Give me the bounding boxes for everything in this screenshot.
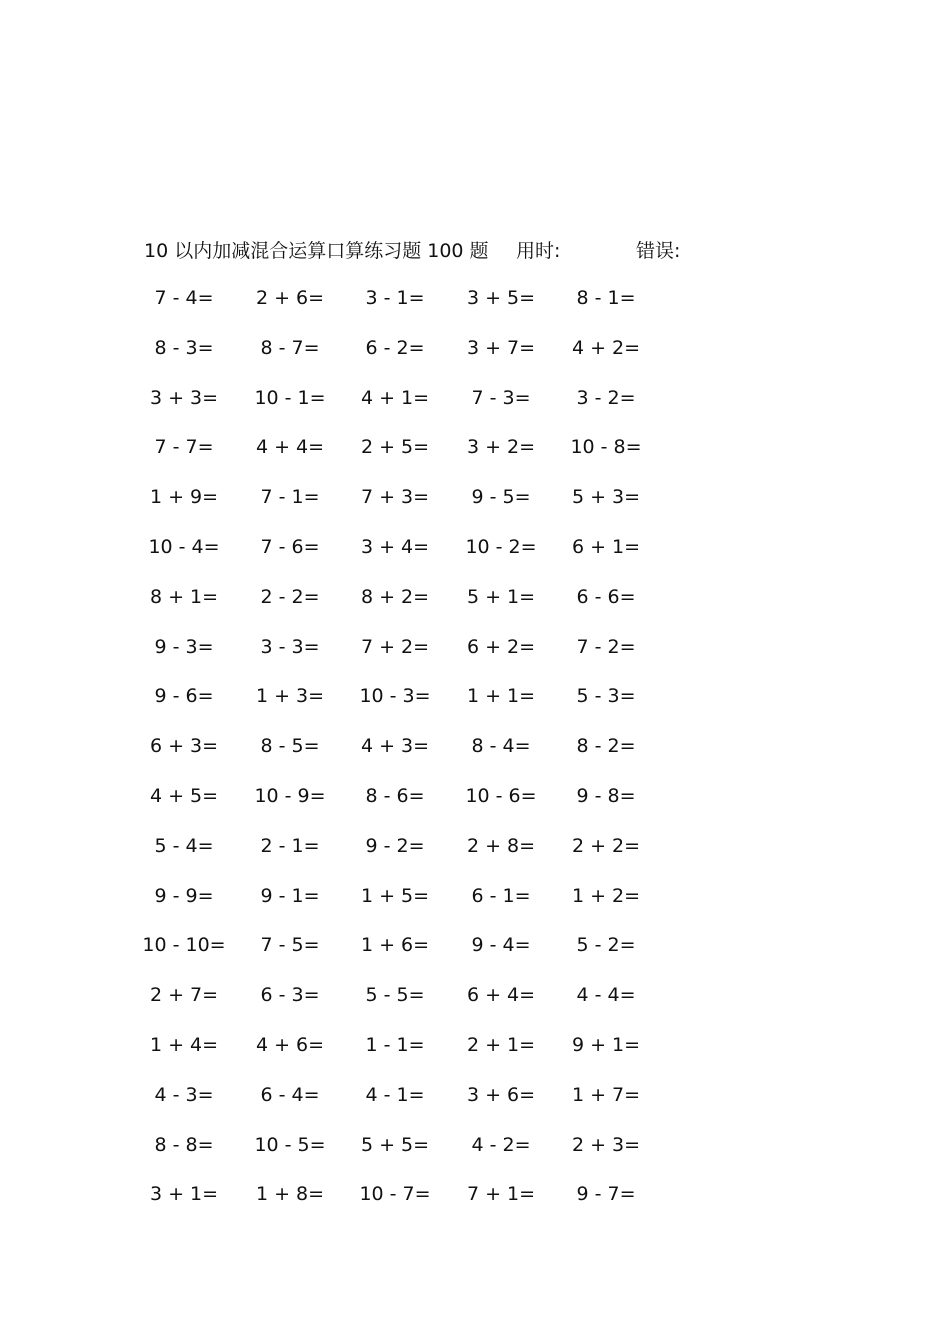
problem-item: 7 - 1= [260, 486, 320, 508]
problem-item: 3 + 2= [466, 436, 536, 458]
problem-item: 10 - 9= [254, 785, 326, 807]
problem-item: 6 - 6= [576, 586, 636, 608]
problem-item: 7 - 2= [576, 636, 636, 658]
problem-item: 8 - 5= [260, 735, 320, 757]
problem-item: 8 + 1= [149, 586, 219, 608]
problem-item: 6 - 4= [260, 1084, 320, 1106]
problem-item: 5 + 1= [466, 586, 536, 608]
error-label: 错误: [636, 240, 681, 262]
problem-item: 10 - 3= [359, 685, 431, 707]
problem-item: 5 - 3= [576, 685, 636, 707]
problem-item: 1 + 2= [571, 885, 641, 907]
problem-item: 7 - 7= [154, 436, 214, 458]
problem-item: 4 - 4= [576, 984, 636, 1006]
problem-item: 10 - 7= [359, 1183, 431, 1205]
problem-item: 4 + 2= [571, 337, 641, 359]
problem-item: 4 + 4= [255, 436, 325, 458]
problem-item: 2 + 8= [466, 835, 536, 857]
problem-item: 9 - 8= [576, 785, 636, 807]
problem-item: 7 - 3= [471, 387, 531, 409]
problem-item: 2 + 7= [149, 984, 219, 1006]
problem-item: 1 + 5= [360, 885, 430, 907]
problem-item: 4 - 2= [471, 1134, 531, 1156]
problem-item: 9 - 4= [471, 934, 531, 956]
problem-item: 8 - 4= [471, 735, 531, 757]
problem-item: 4 - 1= [365, 1084, 425, 1106]
problem-item: 6 + 4= [466, 984, 536, 1006]
problem-item: 4 + 3= [360, 735, 430, 757]
time-label: 用时: [516, 240, 561, 262]
problem-item: 9 - 9= [154, 885, 214, 907]
problem-item: 9 + 1= [571, 1034, 641, 1056]
problem-item: 1 + 7= [571, 1084, 641, 1106]
problem-item: 9 - 6= [154, 685, 214, 707]
problem-item: 3 - 3= [260, 636, 320, 658]
problem-item: 1 + 6= [360, 934, 430, 956]
problem-item: 4 + 6= [255, 1034, 325, 1056]
problem-item: 5 + 3= [571, 486, 641, 508]
problem-item: 9 - 5= [471, 486, 531, 508]
problem-item: 3 + 3= [149, 387, 219, 409]
problem-item: 6 - 1= [471, 885, 531, 907]
problem-item: 6 - 2= [365, 337, 425, 359]
problem-item: 10 - 10= [142, 934, 226, 956]
problem-item: 8 - 2= [576, 735, 636, 757]
worksheet-title: 10 以内加减混合运算口算练习题 100 题 [144, 240, 489, 262]
problem-item: 1 + 1= [466, 685, 536, 707]
problem-item: 4 - 3= [154, 1084, 214, 1106]
problem-item: 9 - 2= [365, 835, 425, 857]
problem-item: 3 - 1= [365, 287, 425, 309]
problem-item: 3 - 2= [576, 387, 636, 409]
problem-item: 2 + 5= [360, 436, 430, 458]
problem-item: 2 + 6= [255, 287, 325, 309]
problem-item: 1 + 9= [149, 486, 219, 508]
problem-item: 3 + 1= [149, 1183, 219, 1205]
problem-item: 2 + 3= [571, 1134, 641, 1156]
problem-item: 5 + 5= [360, 1134, 430, 1156]
problem-item: 5 - 5= [365, 984, 425, 1006]
problem-item: 1 - 1= [365, 1034, 425, 1056]
problem-item: 2 - 1= [260, 835, 320, 857]
problem-item: 8 - 3= [154, 337, 214, 359]
problem-item: 6 + 2= [466, 636, 536, 658]
problem-item: 8 - 1= [576, 287, 636, 309]
problem-item: 10 - 5= [254, 1134, 326, 1156]
problem-item: 2 + 2= [571, 835, 641, 857]
problem-item: 8 + 2= [360, 586, 430, 608]
problem-item: 10 - 8= [570, 436, 642, 458]
problem-item: 10 - 4= [148, 536, 220, 558]
problem-item: 10 - 6= [465, 785, 537, 807]
problem-item: 5 - 2= [576, 934, 636, 956]
problem-item: 9 - 3= [154, 636, 214, 658]
problem-item: 7 + 3= [360, 486, 430, 508]
problem-item: 1 + 3= [255, 685, 325, 707]
problem-item: 2 + 1= [466, 1034, 536, 1056]
problem-item: 9 - 7= [576, 1183, 636, 1205]
problem-item: 3 + 4= [360, 536, 430, 558]
problem-item: 3 + 6= [466, 1084, 536, 1106]
problem-item: 10 - 1= [254, 387, 326, 409]
problem-item: 7 + 2= [360, 636, 430, 658]
problem-item: 7 - 6= [260, 536, 320, 558]
problem-item: 1 + 8= [255, 1183, 325, 1205]
problem-item: 9 - 1= [260, 885, 320, 907]
problem-item: 6 + 1= [571, 536, 641, 558]
problem-item: 7 - 5= [260, 934, 320, 956]
problem-item: 3 + 5= [466, 287, 536, 309]
problem-item: 8 - 7= [260, 337, 320, 359]
problem-item: 2 - 2= [260, 586, 320, 608]
problem-item: 8 - 8= [154, 1134, 214, 1156]
problem-item: 1 + 4= [149, 1034, 219, 1056]
problem-item: 3 + 7= [466, 337, 536, 359]
problem-item: 8 - 6= [365, 785, 425, 807]
problem-item: 6 + 3= [149, 735, 219, 757]
problem-item: 4 + 1= [360, 387, 430, 409]
problem-item: 7 + 1= [466, 1183, 536, 1205]
problem-item: 4 + 5= [149, 785, 219, 807]
problem-item: 5 - 4= [154, 835, 214, 857]
problem-item: 10 - 2= [465, 536, 537, 558]
problem-item: 6 - 3= [260, 984, 320, 1006]
problem-item: 7 - 4= [154, 287, 214, 309]
